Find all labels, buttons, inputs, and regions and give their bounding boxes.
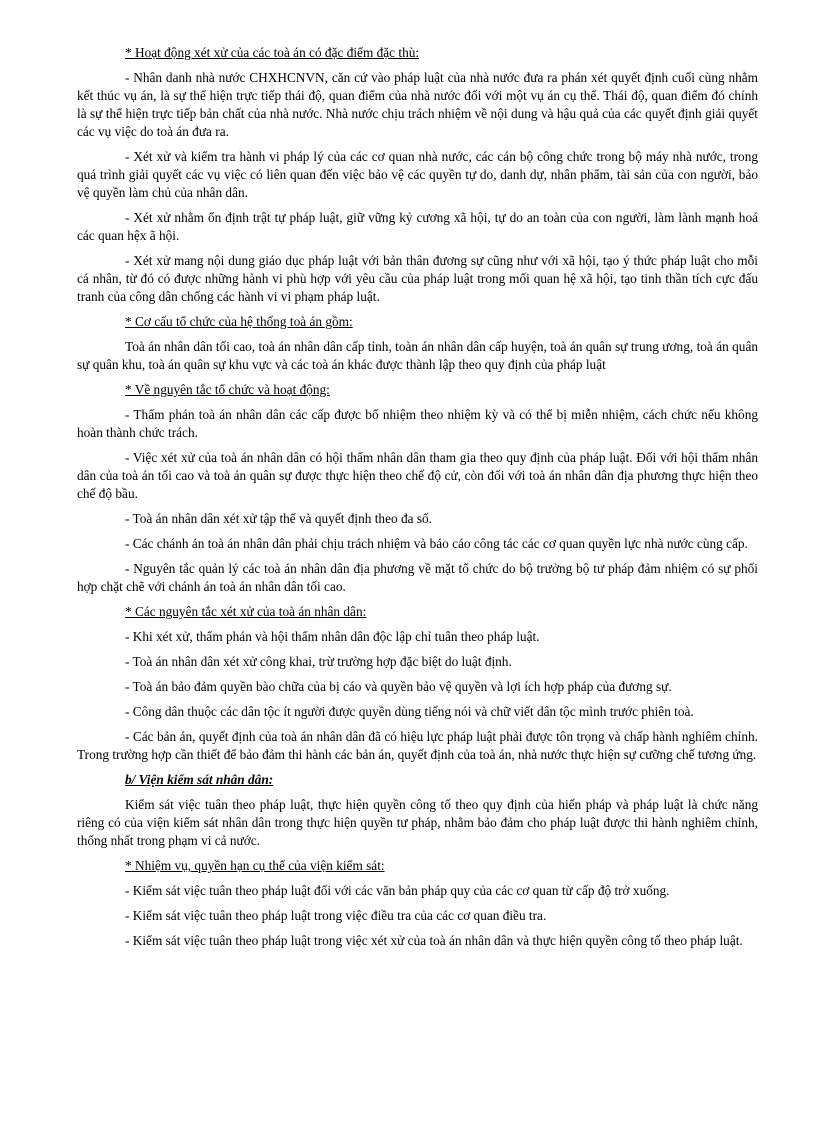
paragraph: - Toà án nhân dân xét xử công khai, trừ trường hợp đặc biệt do luật định. xyxy=(125,654,512,669)
paragraph: - Việc xét xử của toà án nhân dân có hội thẩm nhân dân tham gia theo quy định của pháp luật. Đối với hội thẩm nhân dân của toà án tối cao và toà án quân sự được thực hiện theo chế độ cử, còn đối với toà án nhân dân địa phương thực hiện theo chế độ bầu. xyxy=(77,450,758,501)
section-heading: * Nhiệm vụ, quyền hạn cụ thể của viện kiểm sát: xyxy=(125,858,385,873)
paragraph: - Công dân thuộc các dân tộc ít người được quyền dùng tiếng nói và chữ viết dân tộc mình trước phiên toà. xyxy=(125,704,694,719)
paragraph: Toà án nhân dân tối cao, toà án nhân dân cấp tỉnh, toàn án nhân dân cấp huyện, toà án quân sự trung ương, toà án quân sự quân khu, toà án quân sự khu vực và các toà án khác được thành lập theo quy định của pháp luật xyxy=(77,339,758,372)
paragraph: - Các bản án, quyết định của toà án nhân dân đã có hiệu lực pháp luật phải được tôn trọng và chấp hành nghiêm chỉnh. Trong trường hợp cần thiết để bảo đảm thi hành các bản án, quyết định của toà án, nhà nước thực hiện sự cưỡng chế tương ứng. xyxy=(77,729,758,762)
paragraph: - Kiểm sát việc tuân theo pháp luật trong việc điều tra của các cơ quan điều tra. xyxy=(125,908,547,923)
paragraph: Kiểm sát việc tuân theo pháp luật, thực hiện quyền công tố theo quy định của hiến pháp và pháp luật là chức năng riêng có của viện kiểm sát nhân dân trong thực hiện quyền tư pháp, nhằm bảo đảm cho pháp luật được thi hành nghiêm chỉnh, thống nhất trong phạm vi cả nước. xyxy=(77,797,758,848)
paragraph: - Kiểm sát việc tuân theo pháp luật trong việc xét xử của toà án nhân dân và thực hiện quyền công tố theo pháp luật. xyxy=(125,933,743,948)
paragraph: - Khi xét xử, thẩm phán và hội thẩm nhân dân độc lập chỉ tuân theo pháp luật. xyxy=(125,629,540,644)
paragraph: - Nguyên tắc quản lý các toà án nhân dân địa phương về mặt tổ chức do bộ trưởng bộ tư pháp đảm nhiệm có sự phối hợp chặt chẽ với chánh án toà án nhân dân tối cao. xyxy=(77,561,758,594)
paragraph: - Thẩm phán toà án nhân dân các cấp được bổ nhiệm theo nhiệm kỳ và có thể bị miễn nhiệm, cách chức nếu không hoàn thành chức trách. xyxy=(77,407,758,440)
section-heading: * Hoạt động xét xử của các toà án có đặc điểm đặc thù: xyxy=(125,45,420,60)
document-page xyxy=(77,44,758,957)
section-heading: * Về nguyên tắc tổ chức và hoạt động: xyxy=(125,382,330,397)
paragraph: - Toà án bảo đảm quyền bào chữa của bị cáo và quyền bảo vệ quyền và lợi ích hợp pháp của đương sự. xyxy=(125,679,672,694)
paragraph: - Xét xử nhằm ổn định trật tự pháp luật, giữ vững kỷ cương xã hội, tự do an toàn của con người, làm lành mạnh hoá các quan hệx ã hội. xyxy=(77,210,758,243)
page-bottom-edge xyxy=(0,1118,816,1123)
paragraph: - Nhân danh nhà nước CHXHCNVN, căn cứ vào pháp luật của nhà nước đưa ra phán xét quyết định cuối cùng nhằm kết thúc vụ án, là sự thể hiện trực tiếp thái độ, quan điểm của nhà nước đối với một vụ án cụ thể. Thái độ, quan điểm đó chính là sự thể hiện trực tiếp bản chất của nhà nước. Nhà nước chịu trách nhiệm về nội dung và hậu quả của các quyết định giải quyết các vụ việc do toà án đưa ra. xyxy=(77,70,758,139)
paragraph: - Xét xử mang nội dung giáo dục pháp luật với bản thân đương sự cũng như với xã hội, tạo ý thức pháp luật cho mỗi cá nhân, từ đó có được những hành vi phù hợp với yêu cầu của pháp luật trong mối quan hệ xã hội, tạo tinh thần tích cực đấu tranh của công dân chống các hành vi vi phạm pháp luật. xyxy=(77,253,758,304)
paragraph: - Xét xử và kiểm tra hành vi pháp lý của các cơ quan nhà nước, các cán bộ công chức trong bộ máy nhà nước, trong quá trình giải quyết các vụ việc có liên quan đến việc bảo vệ các quyền tự do, danh dự, nhân phẩm, tài sản của con người, bảo vệ quyền làm chủ của nhân dân. xyxy=(77,149,758,200)
paragraph: - Toà án nhân dân xét xử tập thể và quyết định theo đa số. xyxy=(125,511,432,526)
section-heading: * Cơ cấu tổ chức của hệ thống toà án gồm: xyxy=(125,314,353,329)
section-title: b/ Viện kiểm sát nhân dân: xyxy=(125,772,274,787)
paragraph: - Các chánh án toà án nhân dân phải chịu trách nhiệm và báo cáo công tác các cơ quan quyền lực nhà nước cùng cấp. xyxy=(125,536,748,551)
section-heading: * Các nguyên tắc xét xử của toà án nhân dân: xyxy=(125,604,367,619)
paragraph: - Kiểm sát việc tuân theo pháp luật đối với các văn bản pháp quy của các cơ quan từ cấp độ trở xuống. xyxy=(125,883,670,898)
